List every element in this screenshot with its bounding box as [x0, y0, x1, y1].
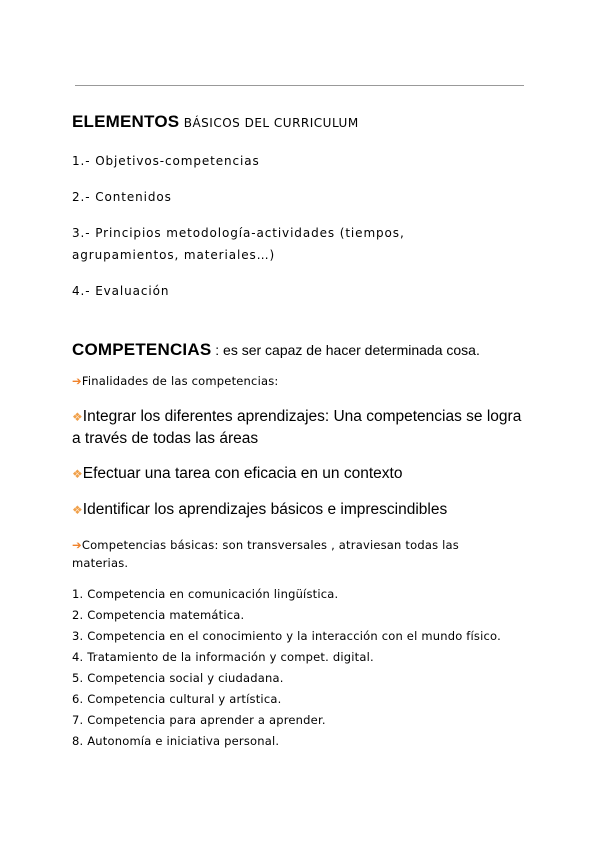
- list-item: 3. Competencia en el conocimiento y la interacción con el mundo físico.: [72, 629, 501, 643]
- finalidades-label: Finalidades de las competencias:: [81, 374, 279, 388]
- list-item: 3.- Principios metodología-actividades (tiempos, agrupamientos, materiales…): [72, 226, 405, 262]
- finalidad-text: Efectuar una tarea con eficacia en un contexto: [82, 465, 403, 482]
- list-item: 4. Tratamiento de la información y compet. digital.: [72, 650, 374, 664]
- list-item: [72, 406, 522, 449]
- section-title-elementos: [72, 112, 359, 132]
- list-item: [72, 499, 447, 521]
- list-item: 5. Competencia social y ciudadana.: [72, 671, 284, 685]
- title-rest: BÁSICOS DEL CURRICULUM: [183, 116, 359, 130]
- finalidades-heading: [72, 374, 278, 388]
- list-item: 2.- Contenidos: [72, 190, 172, 204]
- list-item: 1.- Objetivos-competencias: [72, 154, 260, 168]
- list-item: [72, 463, 402, 485]
- competencias-basicas-list: [72, 584, 501, 752]
- finalidad-text: Integrar los diferentes aprendizajes: Una competencias se logra a través de todas las áreas: [72, 408, 522, 447]
- diamond-bullet-icon: ❖: [72, 467, 83, 481]
- arrow-right-icon: ➔: [72, 374, 82, 388]
- diamond-bullet-icon: ❖: [72, 503, 83, 517]
- arrow-right-icon: ➔: [72, 538, 82, 552]
- diamond-bullet-icon: ❖: [72, 410, 83, 424]
- list-item: 2. Competencia matemática.: [72, 608, 245, 622]
- list-item: 4.- Evaluación: [72, 284, 170, 298]
- section-title-competencias: [72, 340, 480, 360]
- finalidad-text: Identificar los aprendizajes básicos e imprescindibles: [82, 501, 448, 518]
- title-bold: ELEMENTOS: [72, 112, 180, 131]
- basicas-label: Competencias básicas: son transversales , atraviesan todas las materias.: [72, 538, 459, 570]
- list-item: 7. Competencia para aprender a aprender.: [72, 713, 326, 727]
- title-bold: COMPETENCIAS: [72, 340, 212, 359]
- title-rest: : es ser capaz de hacer determinada cosa.: [211, 342, 480, 358]
- list-item: 8. Autonomía e iniciativa personal.: [72, 734, 280, 748]
- list-item: 6. Competencia cultural y artística.: [72, 692, 282, 706]
- horizontal-rule: [75, 85, 524, 86]
- list-item: 1. Competencia en comunicación lingüística.: [72, 587, 339, 601]
- basicas-heading: [72, 536, 492, 572]
